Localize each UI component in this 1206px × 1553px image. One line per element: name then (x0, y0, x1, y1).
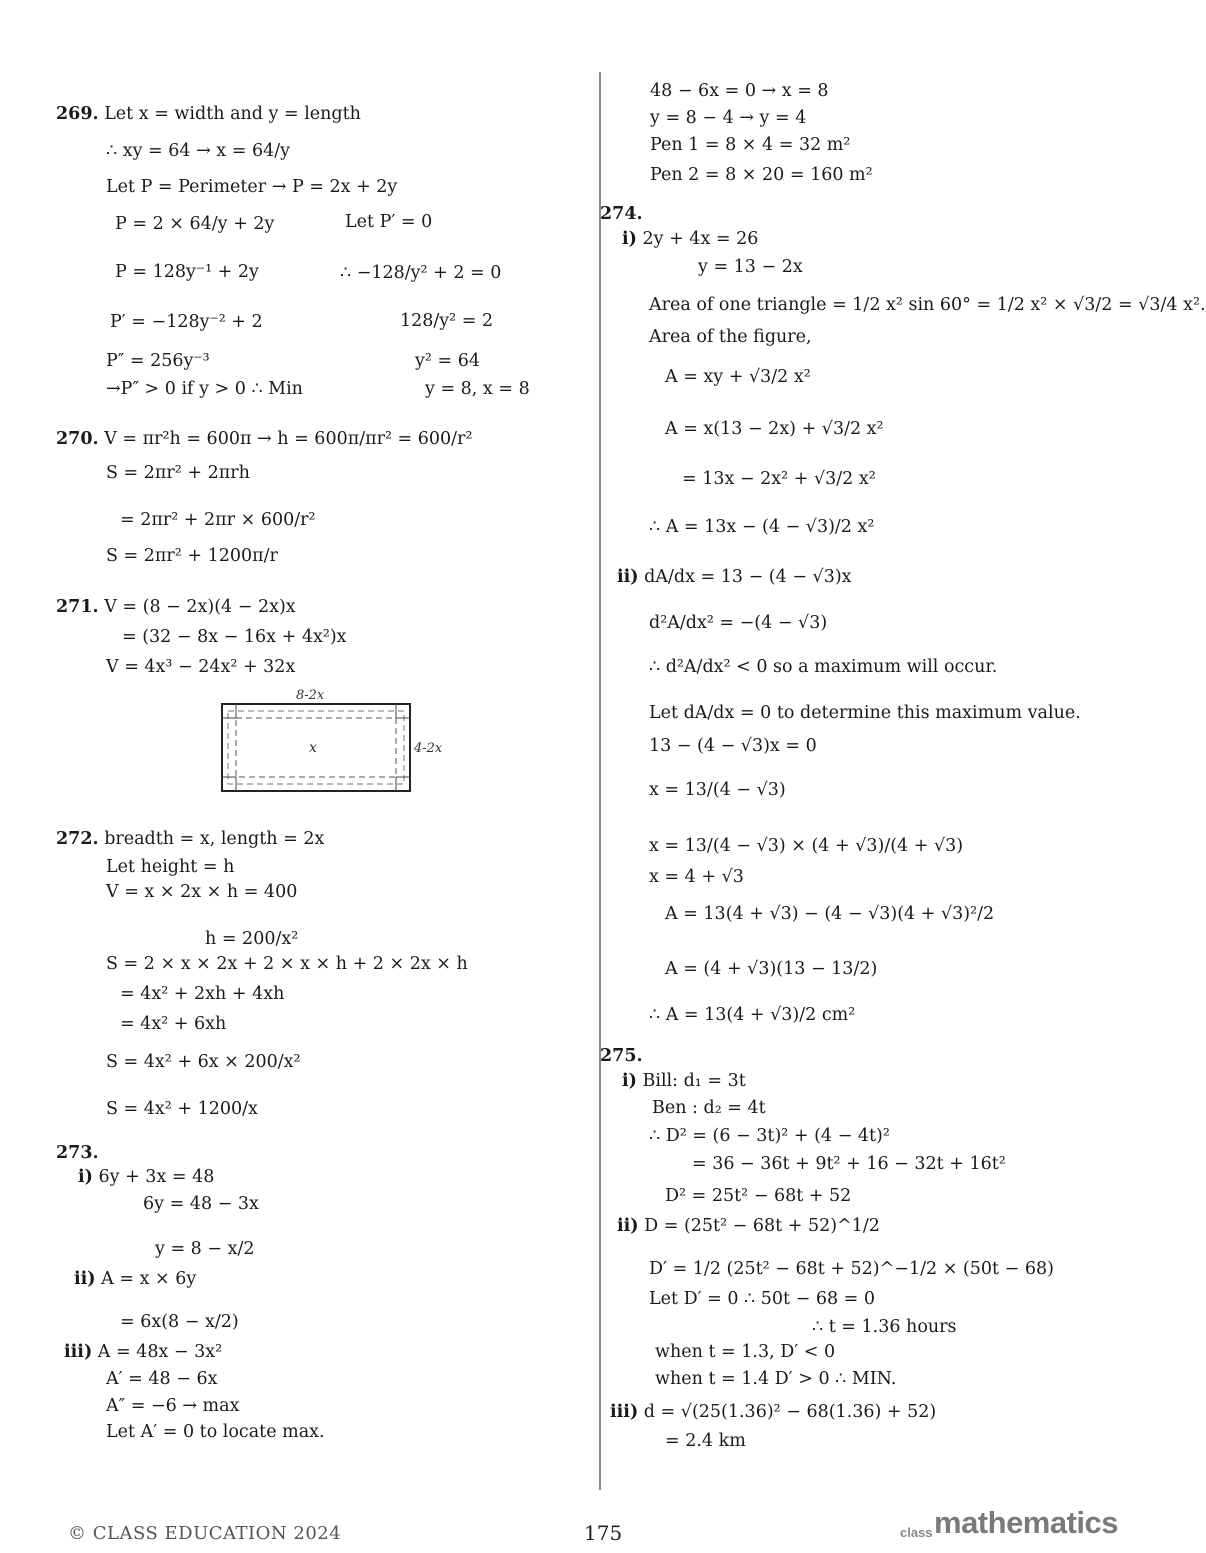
solution-line: y = 8, x = 8 (425, 379, 530, 399)
solution-line: P″ = 256y⁻³ (106, 351, 210, 371)
solution-line: 270. V = πr²h = 600π → h = 600π/πr² = 600/r² (56, 429, 473, 449)
solution-line: S = 2 × x × 2x + 2 × x × h + 2 × 2x × h (106, 954, 468, 974)
solution-line: A = x(13 − 2x) + √3/2 x² (665, 419, 884, 439)
solution-line: y = 13 − 2x (698, 257, 803, 277)
solution-line: S = 2πr² + 1200π/r (106, 546, 278, 566)
solution-line: 13 − (4 − √3)x = 0 (649, 736, 817, 756)
solution-line: Let P = Perimeter → P = 2x + 2y (106, 177, 398, 197)
diagram-center-label: x (309, 740, 317, 756)
solution-line: x = 13/(4 − √3) × (4 + √3)/(4 + √3) (649, 836, 964, 856)
solution-line: = 2.4 km (665, 1431, 746, 1451)
solution-line: = 36 − 36t + 9t² + 16 − 32t + 16t² (692, 1154, 1006, 1174)
solution-line: Let P′ = 0 (345, 212, 433, 232)
solution-line: i) Bill: d₁ = 3t (622, 1071, 746, 1091)
solution-line: = 2πr² + 2πr × 600/r² (120, 510, 316, 530)
brand-big-text: mathematics (934, 1505, 1119, 1540)
solution-line: Ben : d₂ = 4t (652, 1098, 766, 1118)
brand-small-text: class (900, 1525, 933, 1540)
solution-line: Pen 2 = 8 × 20 = 160 m² (650, 165, 873, 185)
solution-line: 272. breadth = x, length = 2x (56, 829, 325, 849)
solution-line: y = 8 − x/2 (155, 1239, 255, 1259)
solution-line: = 4x² + 6xh (120, 1014, 227, 1034)
solution-line: P = 2 × 64/y + 2y (115, 214, 275, 234)
solution-line: →P″ > 0 if y > 0 ∴ Min (106, 379, 303, 399)
solution-line: A′ = 48 − 6x (106, 1369, 218, 1389)
solution-line: x = 4 + √3 (649, 867, 744, 887)
solution-line: P′ = −128y⁻² + 2 (110, 312, 263, 332)
solution-line: ∴ D² = (6 − 3t)² + (4 − 4t)² (649, 1126, 890, 1146)
solution-line: Area of the figure, (649, 327, 812, 347)
solution-line: A = xy + √3/2 x² (665, 367, 811, 387)
solution-line: S = 2πr² + 2πrh (106, 463, 250, 483)
solution-line: V = x × 2x × h = 400 (106, 882, 298, 902)
box-net-diagram (214, 686, 443, 800)
diagram-side-label: 4-2x (414, 741, 443, 756)
solution-line: 273. (56, 1143, 99, 1163)
solution-line: h = 200/x² (205, 929, 299, 949)
solution-line: 275. (600, 1046, 643, 1066)
solution-line: = 13x − 2x² + √3/2 x² (682, 469, 876, 489)
page-number: 175 (584, 1521, 623, 1545)
solution-line: i) 2y + 4x = 26 (622, 229, 759, 249)
solution-line: S = 4x² + 6x × 200/x² (106, 1052, 301, 1072)
solution-line: ∴ d²A/dx² < 0 so a maximum will occur. (649, 657, 998, 677)
solution-line: when t = 1.4 D′ > 0 ∴ MIN. (655, 1369, 897, 1389)
solution-line: x = 13/(4 − √3) (649, 780, 786, 800)
solution-line: ∴ xy = 64 → x = 64/y (106, 141, 291, 161)
solution-line: 271. V = (8 − 2x)(4 − 2x)x (56, 597, 296, 617)
solution-line: D′ = 1/2 (25t² − 68t + 52)^−1/2 × (50t − 68) (649, 1259, 1054, 1279)
solution-line: = 4x² + 2xh + 4xh (120, 984, 285, 1004)
solution-line: S = 4x² + 1200/x (106, 1099, 258, 1119)
solution-line: A″ = −6 → max (106, 1396, 240, 1416)
solution-line: A = (4 + √3)(13 − 13/2) (665, 959, 878, 979)
solution-line: ii) A = x × 6y (74, 1269, 197, 1289)
solution-line: 269. Let x = width and y = length (56, 104, 361, 124)
solution-line: iii) d = √(25(1.36)² − 68(1.36) + 52) (610, 1402, 937, 1422)
solution-line: Let D′ = 0 ∴ 50t − 68 = 0 (649, 1289, 876, 1309)
solution-line: when t = 1.3, D′ < 0 (655, 1342, 836, 1362)
solution-line: ∴ A = 13(4 + √3)/2 cm² (649, 1005, 856, 1025)
solution-line: d²A/dx² = −(4 − √3) (649, 613, 828, 633)
solution-line: P = 128y⁻¹ + 2y (115, 262, 259, 282)
copyright-footer: © CLASS EDUCATION 2024 (68, 1523, 342, 1544)
solution-line: i) 6y + 3x = 48 (78, 1167, 215, 1187)
solution-line: ∴ A = 13x − (4 − √3)/2 x² (649, 517, 875, 537)
column-divider (599, 72, 601, 1490)
solution-line: V = 4x³ − 24x² + 32x (106, 657, 296, 677)
solution-line: = 6x(8 − x/2) (120, 1312, 239, 1332)
solution-line: ii) dA/dx = 13 − (4 − √3)x (617, 567, 852, 587)
solution-line: 48 − 6x = 0 → x = 8 (650, 81, 829, 101)
solution-line: Let height = h (106, 857, 235, 877)
solution-line: A = 13(4 + √3) − (4 − √3)(4 + √3)²/2 (665, 904, 995, 924)
solution-line: ∴ t = 1.36 hours (812, 1317, 957, 1337)
solution-line: 128/y² = 2 (400, 311, 494, 331)
solution-line: Area of one triangle = 1/2 x² sin 60° = 1/2 x² × √3/2 = √3/4 x². (649, 295, 1206, 315)
diagram-top-label: 8-2x (296, 688, 325, 703)
solution-line: D² = 25t² − 68t + 52 (665, 1186, 852, 1206)
solution-line: y = 8 − 4 → y = 4 (650, 108, 807, 128)
solution-line: = (32 − 8x − 16x + 4x²)x (122, 627, 347, 647)
solution-line: ii) D = (25t² − 68t + 52)^1/2 (617, 1216, 880, 1236)
solution-line: iii) A = 48x − 3x² (64, 1342, 223, 1362)
solution-line: 274. (600, 204, 643, 224)
solution-line: ∴ −128/y² + 2 = 0 (340, 263, 502, 283)
solution-line: Let dA/dx = 0 to determine this maximum value. (649, 703, 1081, 723)
solution-line: y² = 64 (415, 351, 480, 371)
solution-line: Pen 1 = 8 × 4 = 32 m² (650, 135, 851, 155)
solution-line: Let A′ = 0 to locate max. (106, 1422, 325, 1442)
solution-line: 6y = 48 − 3x (143, 1194, 259, 1214)
